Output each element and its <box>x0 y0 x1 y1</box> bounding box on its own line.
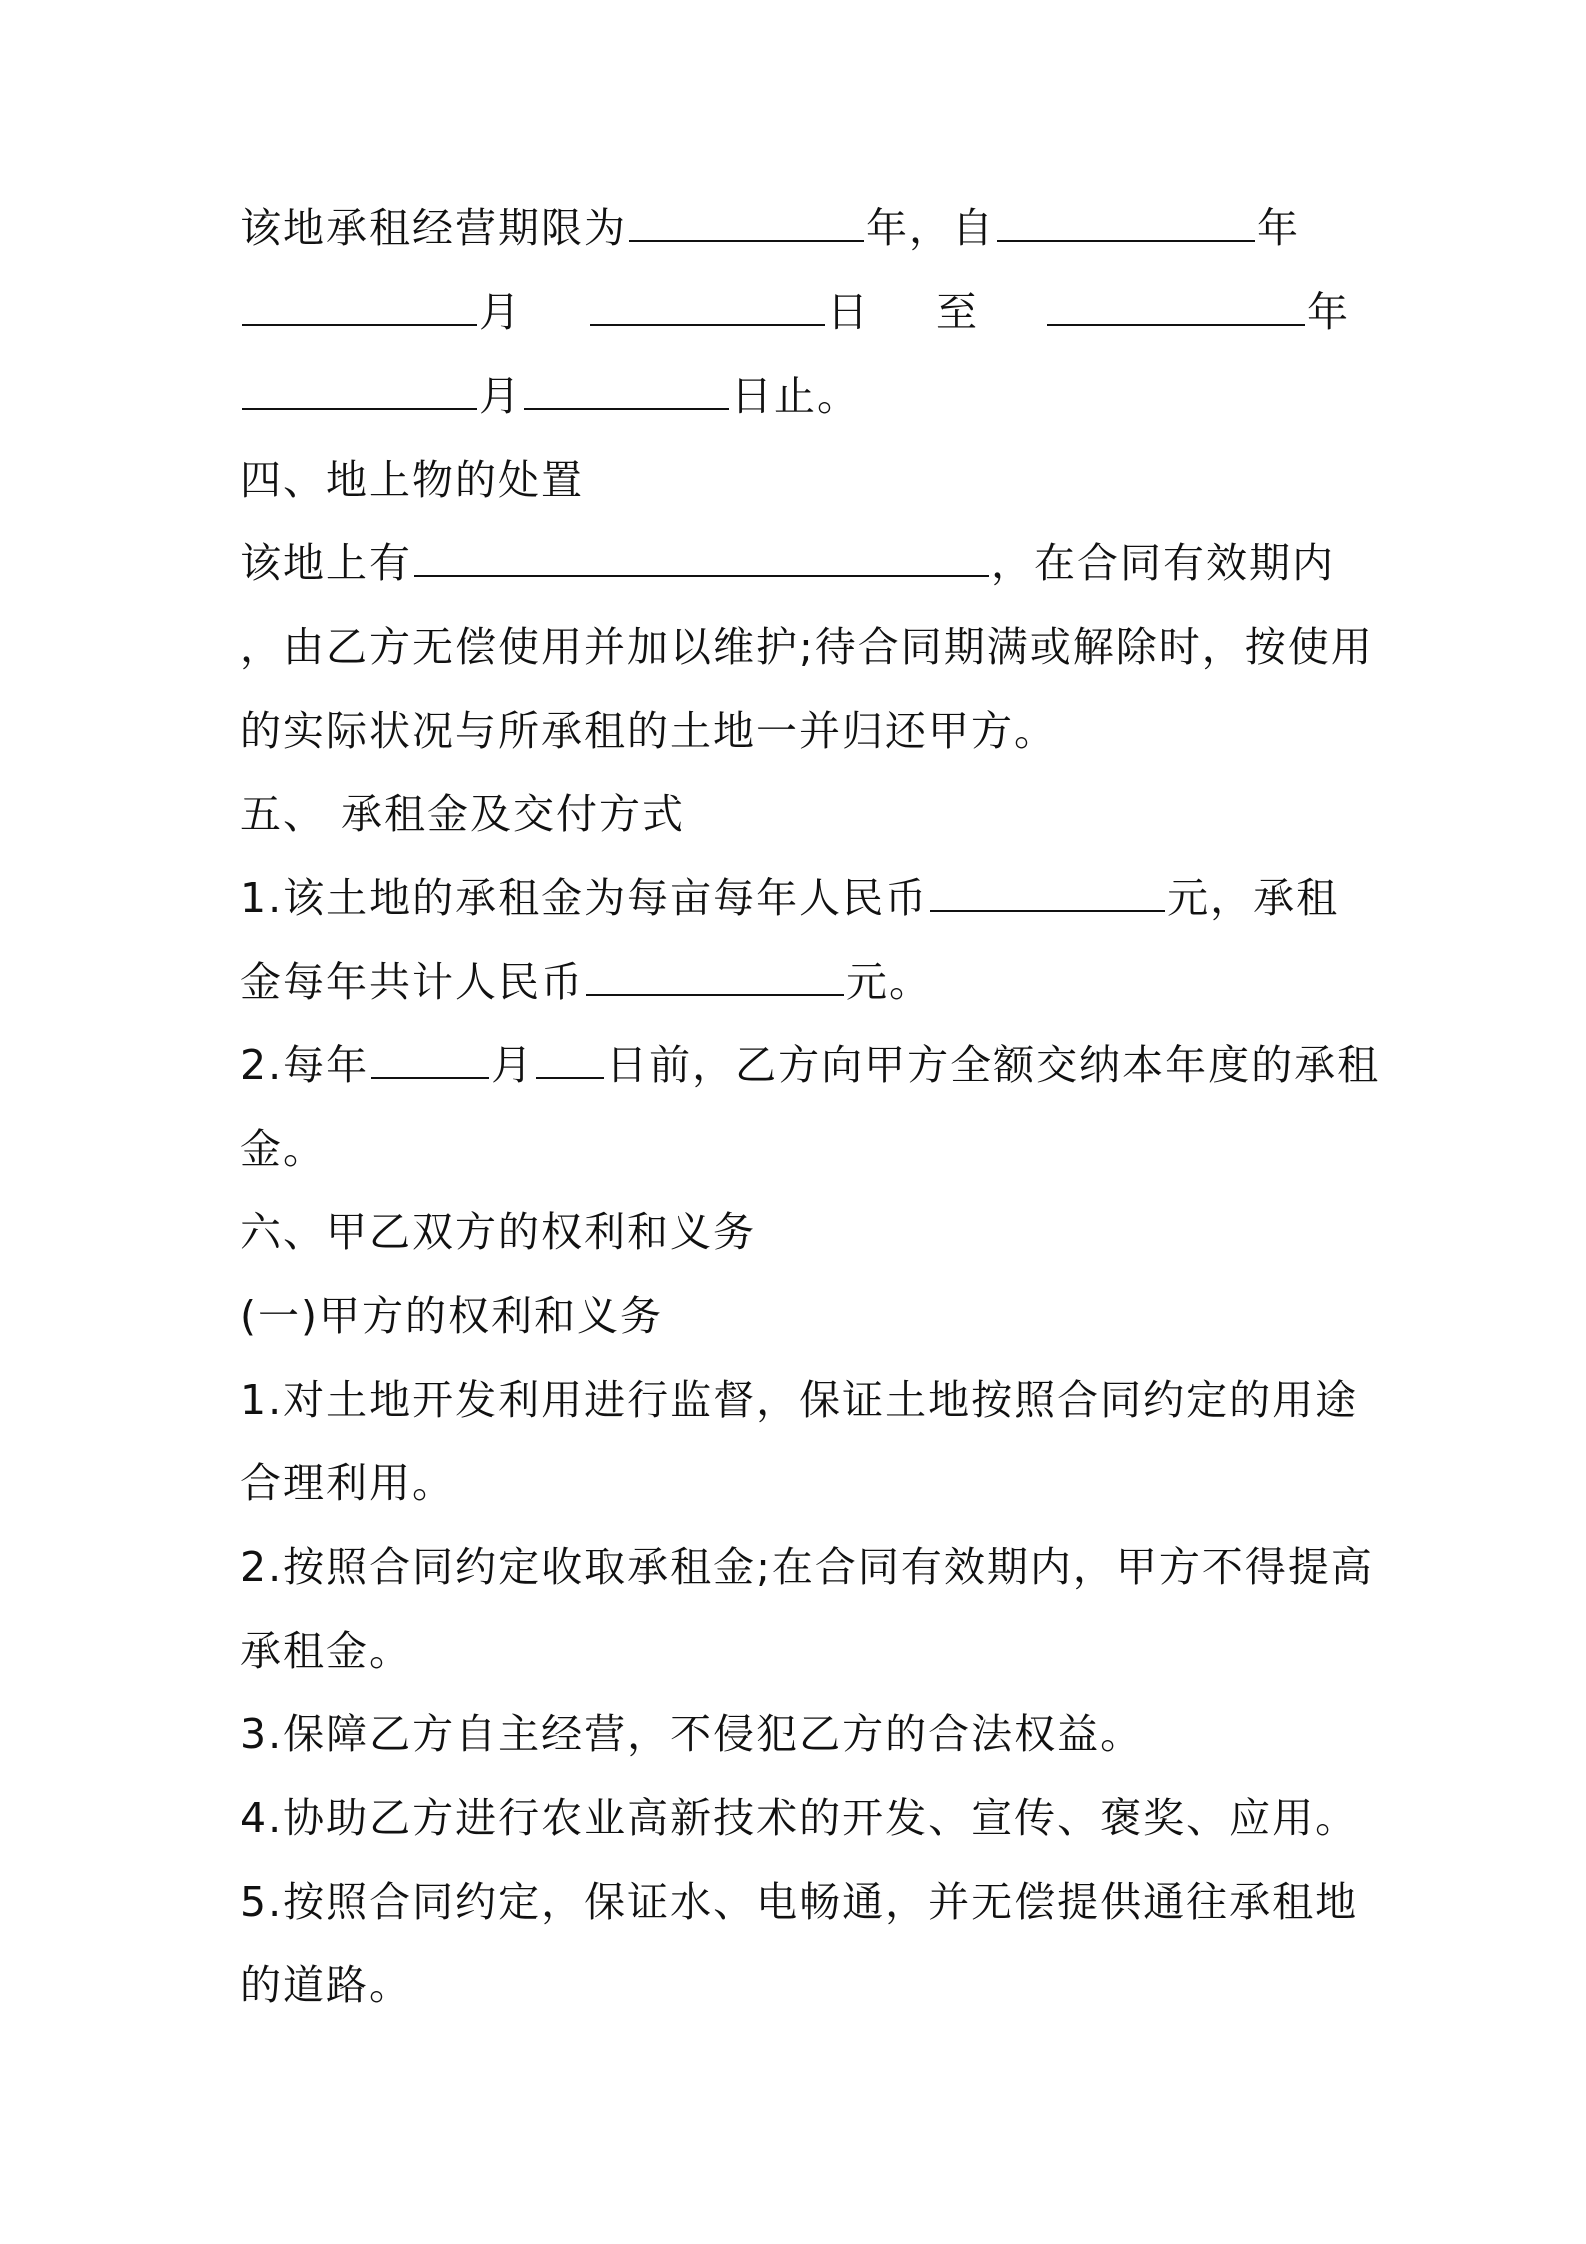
blank-start-day <box>590 288 825 326</box>
blank-end-month <box>242 372 477 410</box>
blank-start-month <box>242 288 477 326</box>
section-5-item-1-line-2 <box>240 952 1350 1012</box>
text: ，在合同有效期内 <box>991 539 1335 587</box>
text: 元。 <box>846 958 932 1006</box>
text: 年 <box>1257 204 1300 252</box>
section-6-item-1-line-1: 1.对土地开发利用进行监督，保证土地按照合同约定的用途 <box>240 1376 1359 1424</box>
blank-structures <box>414 539 989 577</box>
text: 年，自 <box>866 204 995 252</box>
lease-term-line-3 <box>240 366 1350 426</box>
section-6-item-2-line-1: 2.按照合同约定收取承租金;在合同有效期内，甲方不得提高 <box>240 1543 1374 1591</box>
text: 日止。 <box>731 372 860 420</box>
section-5-item-2-line-1 <box>240 1035 1381 1095</box>
section-6-item-4: 4.协助乙方进行农业高新技术的开发、宣传、褒奖、应用。 <box>240 1794 1359 1842</box>
section-6-item-5-line-2: 的道路。 <box>240 1961 412 2009</box>
text: 金每年共计人民币 <box>240 958 584 1006</box>
section-6-heading: 六、甲乙双方的权利和义务 <box>240 1208 756 1256</box>
text: 该地承租经营期限为 <box>240 204 627 252</box>
section-6-item-3: 3.保障乙方自主经营，不侵犯乙方的合法权益。 <box>240 1710 1144 1758</box>
blank-rent-total <box>586 958 844 996</box>
blank-start-year <box>997 204 1255 242</box>
section-6-item-2-line-2: 承租金。 <box>240 1627 412 1675</box>
text: 2.每年 <box>240 1041 370 1089</box>
text: 元，承租 <box>1167 874 1340 922</box>
text: 该地上有 <box>240 539 412 587</box>
text: 月 <box>491 1041 535 1089</box>
text: 日前，乙方向甲方全额交纳本年度的承租 <box>606 1041 1381 1089</box>
text: 月 <box>479 372 522 420</box>
blank-years <box>629 204 864 242</box>
text: 日 <box>827 288 870 336</box>
section-6-subheading: (一)甲方的权利和义务 <box>240 1292 663 1340</box>
blank-pay-month <box>371 1041 489 1079</box>
section-5-item-1-line-1 <box>240 868 1350 928</box>
section-6-item-1-line-2: 合理利用。 <box>240 1459 455 1507</box>
text: 1.该土地的承租金为每亩每年人民币 <box>240 874 929 922</box>
text: 至 <box>936 288 979 336</box>
blank-pay-day <box>536 1041 604 1079</box>
text: 月 <box>479 288 522 336</box>
section-6-item-5-line-1: 5.按照合同约定，保证水、电畅通，并无偿提供通往承租地 <box>240 1878 1359 1926</box>
lease-term-line-1 <box>240 198 1350 258</box>
section-5-item-2-line-2: 金。 <box>240 1125 326 1173</box>
section-4-line-3: 的实际状况与所承租的土地一并归还甲方。 <box>240 707 1057 755</box>
section-4-heading: 四、地上物的处置 <box>240 456 584 504</box>
section-4-line-2: ，由乙方无偿使用并加以维护;待合同期满或解除时，按使用 <box>240 623 1374 671</box>
section-5-heading: 五、 承租金及交付方式 <box>240 790 686 838</box>
blank-rent-per-mu <box>930 874 1165 912</box>
lease-term-line-2 <box>240 282 1350 342</box>
section-4-line-1 <box>240 533 1350 593</box>
blank-end-day <box>524 372 729 410</box>
document-page <box>240 0 1381 2244</box>
blank-end-year <box>1047 288 1305 326</box>
text: 年 <box>1307 288 1350 336</box>
